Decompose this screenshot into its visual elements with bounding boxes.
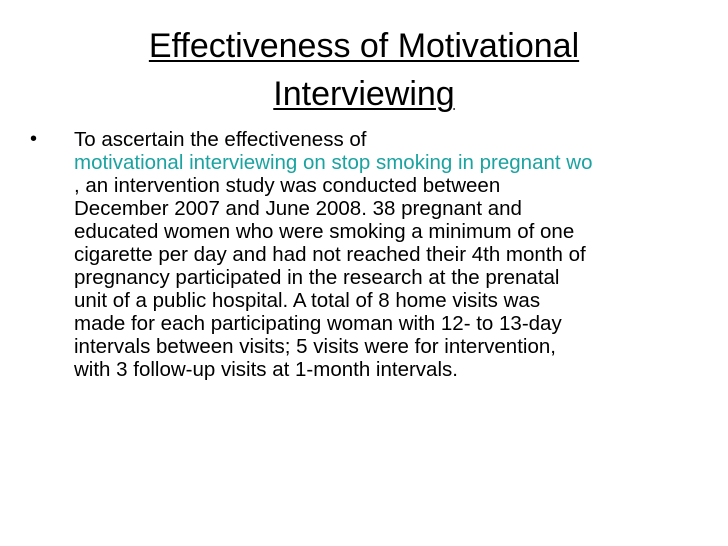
bullet-marker: • [30,128,38,150]
slide-title-line-1: Effectiveness of Motivational [148,27,580,65]
slide-title-line-2: Interviewing [273,75,455,113]
bullet-item [30,128,720,381]
bullet-line: with 3 follow-up visits at 1-month intervals. [74,358,458,381]
bullet-line: intervals between visits; 5 visits were for intervention, [74,335,556,358]
slide-title [60,22,668,118]
bullet-list [30,128,720,381]
bullet-line: educated women who were smoking a minimum of one [74,220,575,243]
bullet-line: , an intervention study was conducted between [74,174,501,197]
bullet-line: made for each participating woman with 12- to 13-day [74,312,562,335]
study-link[interactable]: motivational interviewing on stop smoking in pregnant wo [74,151,593,174]
bullet-line: cigarette per day and had not reached their 4th month of [74,243,586,266]
bullet-intro-text: To ascertain the effectiveness of [74,128,367,151]
bullet-line: unit of a public hospital. A total of 8 home visits was [74,289,541,312]
bullet-line: December 2007 and June 2008. 38 pregnant and [74,197,522,220]
bullet-line: pregnancy participated in the research at the prenatal [74,266,560,289]
